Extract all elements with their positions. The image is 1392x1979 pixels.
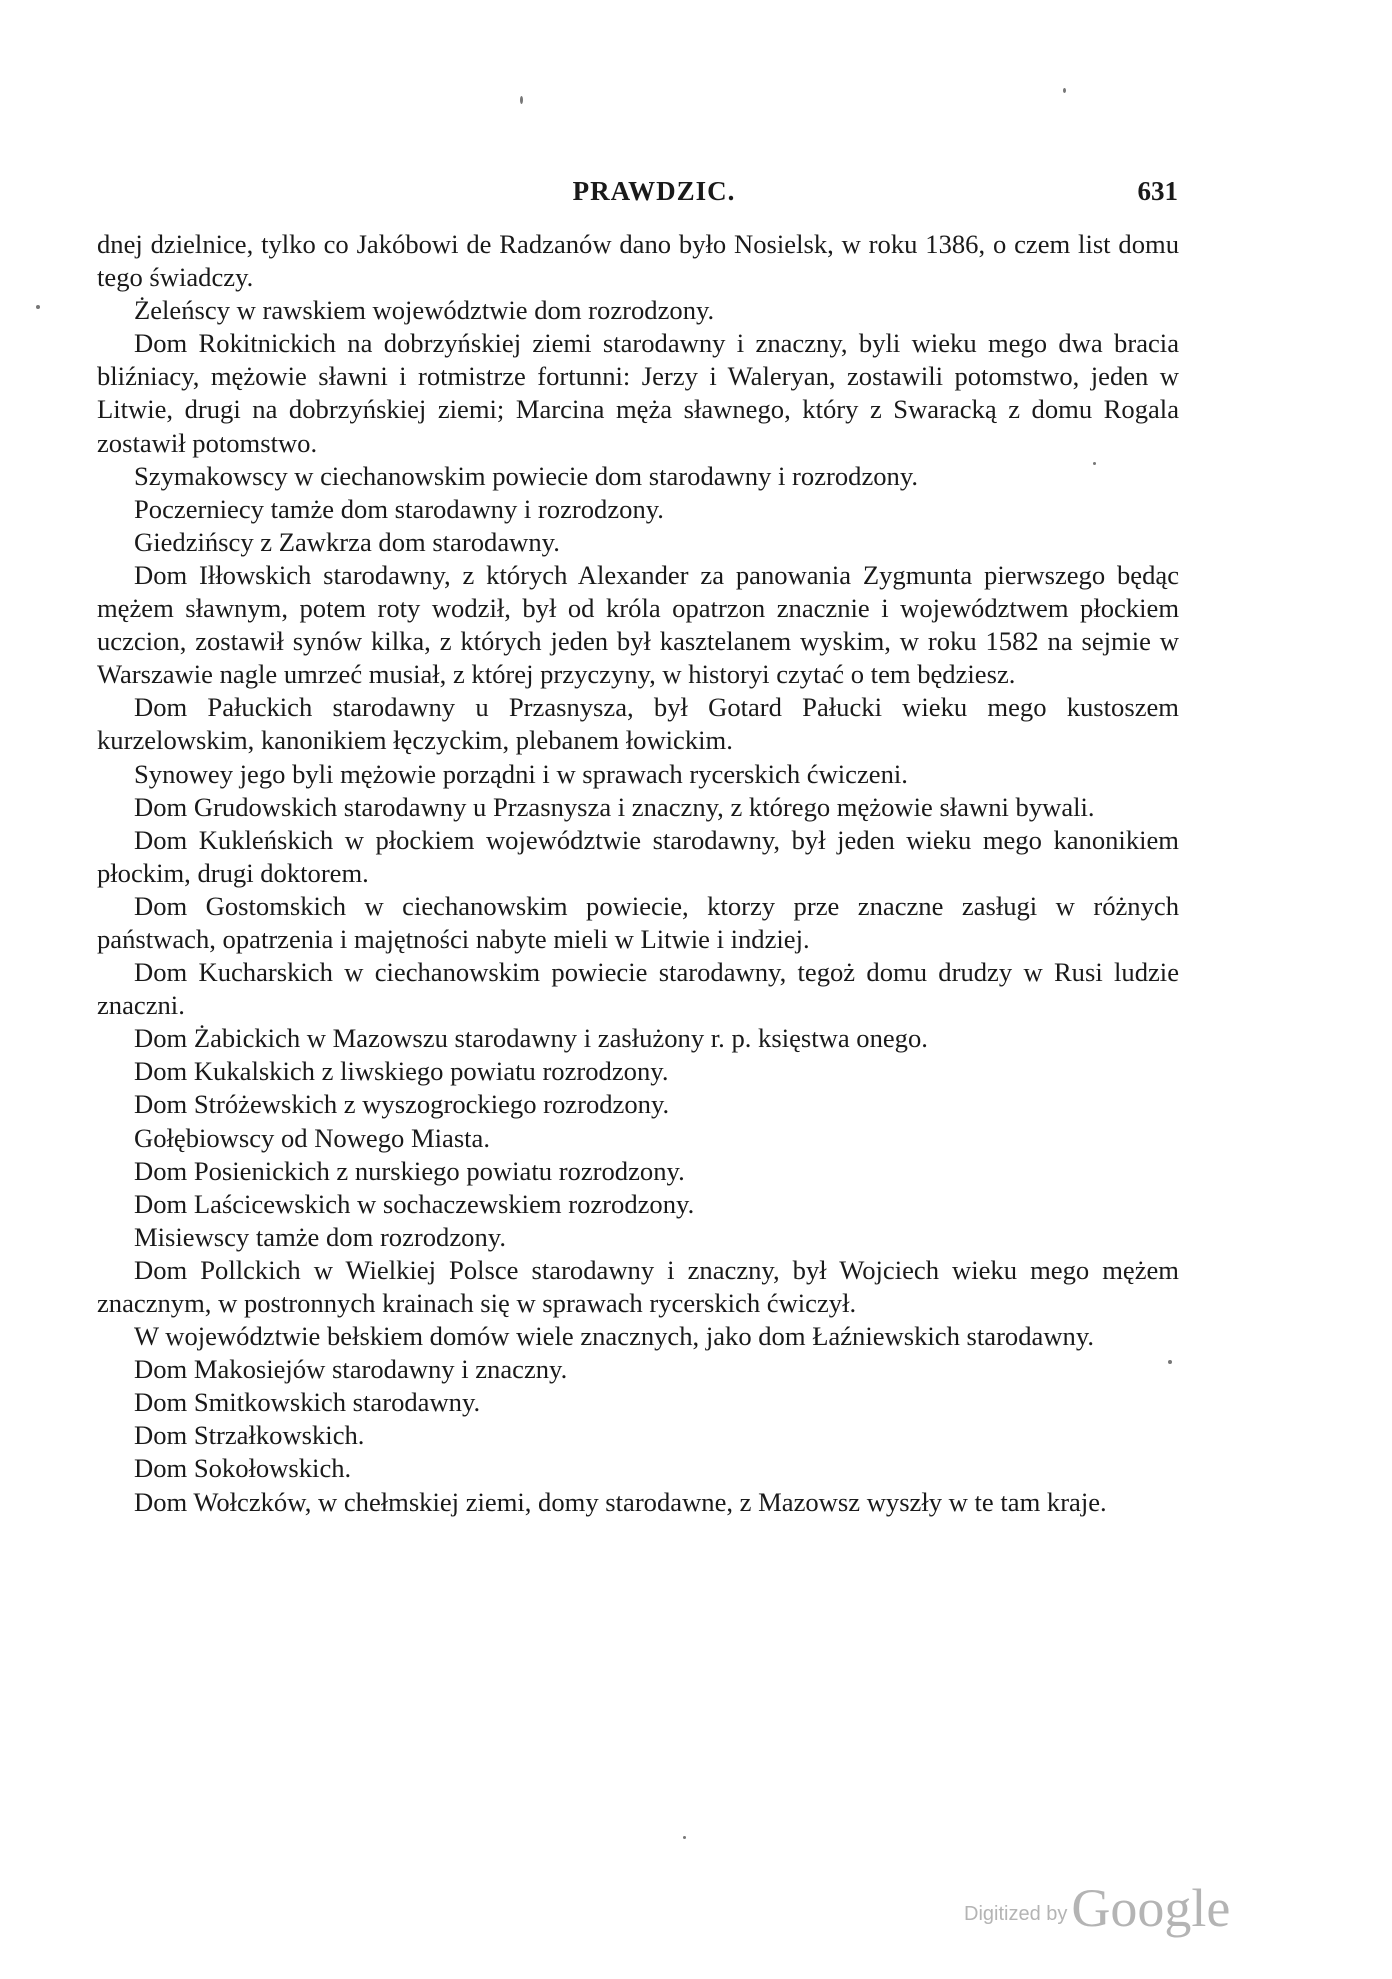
text-body <box>97 228 1179 1519</box>
scan-speck <box>520 96 523 104</box>
scan-speck <box>1093 462 1096 465</box>
paragraph: Dom Kucharskich w ciechanowskim powiecie starodawny, tegoż domu drudzy w Rusi ludzie znaczni. <box>97 957 1179 1021</box>
paragraph: Dom Sokołowskich. <box>134 1453 352 1484</box>
paragraph: Dom Kukleńskich w płockiem województwie starodawny, był jeden wieku mego kanonikiem płockim, drugi doktorem. <box>97 824 1179 888</box>
paragraph: Dom Stróżewskich z wyszogrockiego rozrodzony. <box>134 1089 670 1120</box>
paragraph: Poczerniecy tamże dom starodawny i rozrodzony. <box>134 493 664 524</box>
paragraph: Szymakowscy w ciechanowskim powiecie dom starodawny i rozrodzony. <box>134 460 919 491</box>
running-head: PRAWDZIC. <box>572 176 736 206</box>
paragraph: Misiewscy tamże dom rozrodzony. <box>134 1221 506 1252</box>
watermark-google-logo: Google <box>1071 1878 1231 1938</box>
paragraph: Żeleńscy w rawskiem województwie dom rozrodzony. <box>134 295 715 326</box>
paragraph: Synowey jego byli mężowie porządni i w sprawach rycerskich ćwiczeni. <box>134 758 908 789</box>
paragraph: Dom Pollckich w Wielkiej Polsce starodawny i znaczny, był Wojciech wieku mego mężem znacznym, w postronnych krainach się w sprawach rycerskich ćwiczył. <box>97 1254 1179 1318</box>
scan-speck <box>683 1836 686 1839</box>
paragraph: Dom Pałuckich starodawny u Przasnysza, był Gotard Pałucki wieku mego kustoszem kurzelowskim, kanonikiem łęczyckim, plebanem łowickim. <box>97 692 1179 756</box>
paragraph: Dom Laścicewskich w sochaczewskiem rozrodzony. <box>134 1188 695 1219</box>
paragraph: Gołębiowscy od Nowego Miasta. <box>134 1122 491 1153</box>
paragraph: Giedzińscy z Zawkrza dom starodawny. <box>134 526 560 557</box>
paragraph: Dom Makosiejów starodawny i znaczny. <box>134 1354 568 1385</box>
paragraph: Dom Posienickich z nurskiego powiatu rozrodzony. <box>134 1155 685 1186</box>
paragraph-continuation: dnej dzielnice, tylko co Jakóbowi de Radzanów dano było Nosielsk, w roku 1386, o czem list domu tego świadczy. <box>97 229 1179 293</box>
paragraph: Dom Żabickich w Mazowszu starodawny i zasłużony r. p. księstwa onego. <box>134 1023 928 1054</box>
paragraph: Dom Kukalskich z liwskiego powiatu rozrodzony. <box>134 1056 669 1087</box>
page-number: 631 <box>1137 176 1178 206</box>
paragraph: Dom Iłłowskich starodawny, z których Alexander za panowania Zygmunta pierwszego będąc mężem sławnym, potem roty wodził, był od króla opatrzon znacznie i województwem płockiem uczcion, zostawił synów kilka, z których jeden był kasztelanem wyskim, w roku 1582 na sejmie w Warszawie nagle umrzeć musiał, z której przyczyny, w historyi czytać o tem będziesz. <box>97 559 1179 690</box>
scan-speck <box>1168 1360 1172 1364</box>
page-header <box>130 176 1178 216</box>
paragraph: Dom Strzałkowskich. <box>134 1420 365 1451</box>
google-watermark <box>964 1877 1230 1941</box>
paragraph: Dom Gostomskich w ciechanowskim powiecie, ktorzy prze znaczne zasługi w różnych państwach, opatrzenia i majętności nabyte mieli w Litwie i indziej. <box>97 890 1179 954</box>
paragraph: W województwie bełskiem domów wiele znacznych, jako dom Łaźniewskich starodawny. <box>134 1321 1095 1352</box>
paragraph: Dom Smitkowskich starodawny. <box>134 1387 481 1418</box>
scan-speck <box>1063 88 1066 93</box>
paragraph: Dom Wołczków, w chełmskiej ziemi, domy starodawne, z Mazowsz wyszły w te tam kraje. <box>134 1486 1107 1517</box>
paragraph: Dom Grudowskich starodawny u Przasnysza i znaczny, z którego mężowie sławni bywali. <box>134 791 1095 822</box>
paragraph: Dom Rokitnickich na dobrzyńskiej ziemi starodawny i znaczny, byli wieku mego dwa bracia bliźniacy, mężowie sławni i rotmistrze fortunni: Jerzy i Waleryan, zostawili potomstwo, jeden w Litwie, drugi na dobrzyńskiej ziemi; Marcina męża sławnego, który z Swaracką z domu Rogala zostawił potomstwo. <box>97 328 1179 458</box>
watermark-digitized-by: Digitized by <box>964 1903 1068 1925</box>
scan-speck <box>36 305 40 309</box>
